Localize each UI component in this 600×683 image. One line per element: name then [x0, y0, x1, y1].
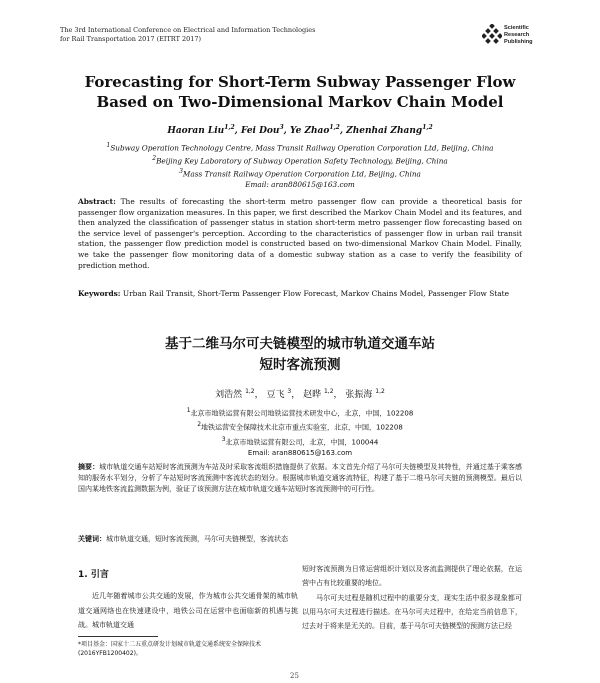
abstract-text: The results of forecasting the short-term metro passenger flow can provide a theoretical basis for passenger flow organization measures. In this paper, we first described the Markov Chain Model and its features, and then analyzed the classification of passenger status in station short-term metro passenger flow forecasting based on the service level of passenger's perception. According to the characteristics of passenger flow in urban rail transit station, the passenger flow prediction model is constructed based on two-dimensional Markov Chain Model. Finally, we take the passenger flow monitoring data of a domestic subway station as a case to verify the feasibility of prediction method. — [78, 197, 523, 270]
conference-header — [60, 26, 315, 44]
keywords-text: Urban Rail Transit, Short-Term Passenger Flow Forecast, Markov Chains Model, Passenger Flow State — [122, 289, 510, 298]
keywords-en — [78, 289, 522, 300]
affiliations-cn — [40, 405, 560, 459]
publisher-logo-icon — [482, 24, 502, 46]
abstract-en — [78, 197, 522, 271]
author: Zhenhai Zhang$^{1,2}$ — [346, 124, 433, 136]
section-heading: 1. 引言 — [78, 570, 109, 580]
publisher-logo — [482, 24, 558, 50]
email: Email: aran880615@163.com — [245, 179, 355, 189]
affiliation: $^1$Subway Operation Technology Centre, Mass Transit Railway Operation Corporation Ltd, Beijing, China — [106, 142, 494, 153]
affiliation: $^2$Beijing Key Laboratory of Subway Operation Safety Technology, Beijing, China — [152, 154, 448, 166]
paper-title-en: Forecasting for Short-Term Subway Passenger Flow Based on Two-Dimensional Markov Chain Model — [84, 73, 516, 111]
conference-line-1: The 3rd International Conference on Electrical and Information Technologies — [60, 26, 316, 34]
author: Fei Dou$^3$, — [240, 124, 290, 136]
affiliation: $^2$地铁运营安全保障技术北京市重点实验室，北京，中国，102208 — [197, 421, 403, 432]
keywords-cn — [78, 534, 522, 545]
abstract-label: 摘要： — [78, 463, 100, 471]
author: Haoran Liu$^{1,2}$, — [167, 124, 241, 136]
body-paragraph: 短时客流预测为日常运营组织计划以及客流监测提供了理论依据，在运营中占有比较重要的地位。 — [302, 565, 522, 588]
conference-line-2: for Rail Transportation 2017 (EITRT 2017) — [60, 35, 202, 43]
author-list-cn: 刘浩然 $^{1,2}$， 豆飞 $^3$， 赵晔 $^{1,2}$， 张振海 $^{1,2}$ — [215, 388, 385, 400]
author: 张振海 $^{1,2}$ — [345, 388, 385, 400]
abstract-text: 城市轨道交通车站短时客流预测为车站及时采取客流组织措施提供了依据。本文首先介绍了马尔可夫链模型及其特性，并通过基于乘客感知的服务水平划分，分析了车站短时客流预测中客流状态的划分。根据城市轨道交通客流特征，构建了基于二维马尔可夫链的预测模型。最后以国内某地铁客流监测数据为例，验证了该预测方法在城市轨道交通车站短时客流预测中的可行性。 — [78, 463, 523, 494]
affiliation: $^3$北京市地铁运营有限公司，北京，中国，100044 — [221, 435, 379, 446]
publisher-name: Scientific Research Publishing — [504, 25, 533, 45]
body-paragraph: 近几年随着城市公共交通的发展，作为城市公共交通骨架的城市轨道交通网络也在快速建设中，地铁公司在运营中也面临新的机遇与挑战。城市轨道交通 — [78, 592, 298, 629]
affiliation: $^3$Mass Transit Railway Operation Corporation Ltd, Beijing, China — [179, 167, 421, 179]
keywords-label: Keywords: — [78, 289, 121, 298]
keywords-label: 关键词： — [78, 535, 106, 543]
author: 刘浩然 $^{1,2}$ — [215, 388, 255, 400]
email: Email: aran880615@163.com — [247, 448, 353, 457]
footnote-divider — [78, 636, 158, 637]
abstract-label: Abstract: — [78, 197, 116, 206]
footnote: *项目基金：国家十二五重点研发计划城市轨道交通系统安全保障技术(2016YFB1200402)。 — [78, 641, 262, 657]
abstract-cn — [78, 462, 522, 496]
body-column-right — [302, 562, 522, 633]
author: Ye Zhao$^{1,2}$, — [289, 124, 347, 136]
body-column-left — [78, 568, 298, 632]
paper-title-cn: 基于二维马尔可夫链模型的城市轨道交通车站 短时客流预测 — [165, 336, 435, 373]
affiliation: $^1$北京市地铁运营有限公司地铁运营技术研发中心，北京，中国，102208 — [186, 407, 414, 418]
author-list-en — [40, 124, 560, 136]
author: 赵晔 $^{1,2}$ — [303, 388, 334, 400]
author: 豆飞 $^3$ — [266, 388, 292, 400]
body-paragraph: 马尔可夫过程是随机过程中的重要分支，现实生活中很多现象都可以用马尔可夫过程进行描述。在马尔可夫过程中，在给定当前信息下，过去对于将来是无关的。目前，基于马尔可夫链模型的预测方法已经 — [302, 593, 522, 631]
affiliations-en — [40, 141, 560, 190]
keywords-text: 城市轨道交通，短时客流预测，马尔可夫链模型，客流状态 — [106, 535, 288, 543]
page-number: 25 — [290, 672, 299, 680]
